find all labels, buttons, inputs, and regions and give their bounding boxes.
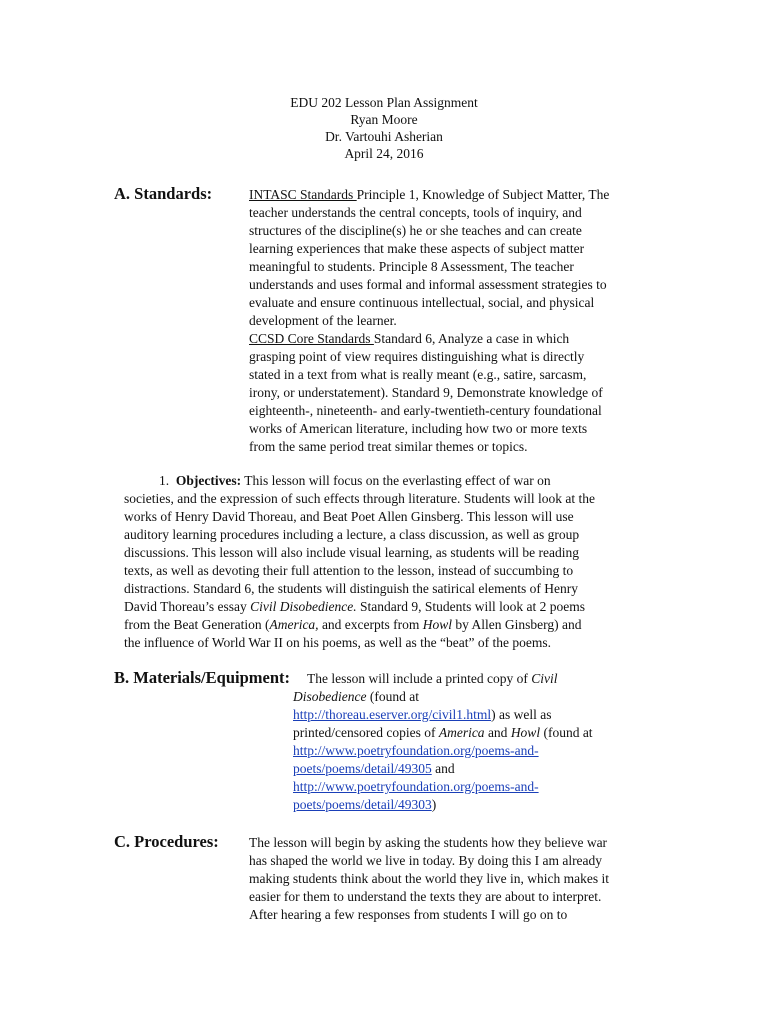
procedures-body (249, 834, 669, 924)
text-line: easier for them to understand the texts they are about to interpret. (249, 889, 602, 904)
text-line (293, 778, 613, 796)
document-date: April 24, 2016 (344, 146, 424, 161)
objectives-label: Objectives: (175, 473, 242, 488)
civil-disobedience-link[interactable]: http://thoreau.eserver.org/civil1.html (293, 707, 492, 722)
text-line: INTASC Standards Principle 1, Knowledge of Subject Matter, The (249, 187, 610, 202)
text-line: irony, or understatement). Standard 9, Demonstrate knowledge of (249, 385, 603, 400)
objectives-number: 1. (159, 473, 170, 488)
text-line: development of the learner. (249, 313, 397, 328)
text-line: teacher understands the central concepts, tools of inquiry, and (249, 205, 582, 220)
text-line: distractions. Standard 6, the students will distinguish the satirical elements of Henry (124, 581, 579, 596)
text-line: 1. Objectives: This lesson will focus on the everlasting effect of war on (159, 473, 551, 488)
text-line: works of American literature, including how two or more texts (249, 421, 588, 436)
intasc-label: INTASC Standards (249, 187, 357, 202)
author-name: Ryan Moore (350, 112, 418, 127)
text-line: from the same period treat similar themes or topics. (249, 439, 528, 454)
text-line: from the Beat Generation (America, and excerpts from Howl by Allen Ginsberg) and (124, 617, 582, 632)
text-line: grasping point of view requires distinguishing what is directly (249, 349, 585, 364)
america-link-cont[interactable]: poets/poems/detail/49305 (293, 761, 432, 776)
text-line: discussions. This lesson will also include visual learning, as students will be reading (124, 545, 579, 560)
text-line: societies, and the expression of such effects through literature. Students will look at the (124, 491, 596, 506)
text-line (293, 742, 613, 760)
howl-link-cont[interactable]: poets/poems/detail/49303 (293, 797, 432, 812)
text-line: making students think about the world they live in, which makes it (249, 871, 609, 886)
text-line: meaningful to students. Principle 8 Assessment, The teacher (249, 259, 574, 274)
text-line: understands and uses formal and informal assessment strategies to (249, 277, 607, 292)
text-line: evaluate and ensure continuous intellectual, social, and physical (249, 295, 595, 310)
america-link[interactable]: http://www.poetryfoundation.org/poems-and- (293, 743, 539, 758)
text-line: stated in a text from what is really meant (e.g., satire, sarcasm, (249, 367, 587, 382)
standards-body (249, 186, 669, 456)
text-line: Disobedience (found at (293, 689, 419, 704)
text-line: David Thoreau’s essay Civil Disobedience. Standard 9, Students will look at 2 poems (124, 599, 585, 614)
objectives-body (124, 472, 664, 652)
materials-body (293, 670, 613, 814)
text-line: structures of the discipline(s) he or she teaches and can create (249, 223, 582, 238)
text-line: After hearing a few responses from students I will go on to (249, 907, 568, 922)
procedures-heading: C. Procedures: (114, 832, 219, 851)
document-title: EDU 202 Lesson Plan Assignment (290, 95, 478, 110)
text-line: CCSD Core Standards Standard 6, Analyze a case in which (249, 331, 570, 346)
text-line: the influence of World War II on his poems, as well as the “beat” of the poems. (124, 635, 551, 650)
instructor-name: Dr. Vartouhi Asherian (325, 129, 443, 144)
standards-heading: A. Standards: (114, 184, 213, 203)
howl-link[interactable]: http://www.poetryfoundation.org/poems-and- (293, 779, 539, 794)
text-line: texts, as well as devoting their full attention to the lesson, instead of succumbing to (124, 563, 574, 578)
document-header (0, 94, 768, 162)
text-line: The lesson will begin by asking the students how they believe war (249, 835, 608, 850)
text-line: printed/censored copies of America and Howl (found at (293, 725, 593, 740)
text-line: The lesson will include a printed copy of Civil (307, 671, 558, 686)
text-line: eighteenth-, nineteenth- and early-twentieth-century foundational (249, 403, 602, 418)
ccsd-label: CCSD Core Standards (249, 331, 374, 346)
text-line: poets/poems/detail/49305 and (293, 761, 455, 776)
text-line: learning experiences that make these aspects of subject matter (249, 241, 585, 256)
materials-heading: B. Materials/Equipment: (114, 668, 290, 687)
text-line: auditory learning procedures including a lecture, a class discussion, as well as group (124, 527, 580, 542)
text-line: has shaped the world we live in today. By doing this I am already (249, 853, 603, 868)
text-line: http://thoreau.eserver.org/civil1.html) as well as (293, 707, 552, 722)
text-line: poets/poems/detail/49303) (293, 797, 437, 812)
text-line: works of Henry David Thoreau, and Beat Poet Allen Ginsberg. This lesson will use (124, 509, 574, 524)
